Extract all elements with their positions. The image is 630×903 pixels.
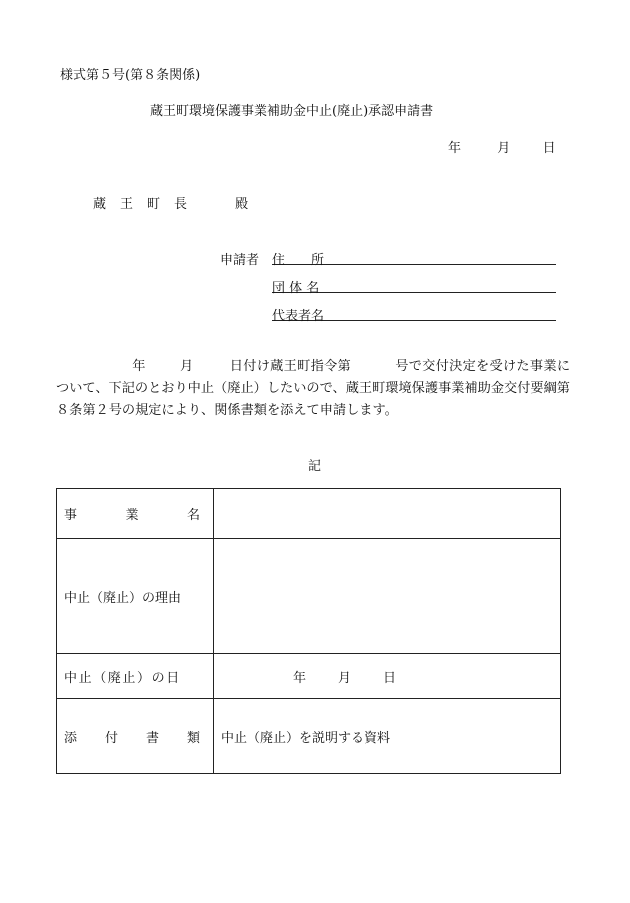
address-label: 住 所	[272, 253, 325, 268]
body-text: 事業について、下記のとおり中止（廃止）したいので、蔵王町環境保護事業補助金交付要綱第８条第２号の規定により、関係書類を添えて申請します。	[56, 359, 571, 418]
label-char: 類	[186, 730, 200, 746]
addressee-honorific: 殿	[235, 197, 249, 212]
label-char: 業	[125, 508, 139, 523]
label-stop-date-text: 中止（廃止）の日	[64, 670, 181, 686]
label-reason-text: 中止（廃止）の理由	[64, 590, 182, 606]
stop-date-year: 年	[293, 670, 307, 686]
label-char: 付	[104, 730, 118, 746]
representative-field[interactable]	[272, 305, 556, 324]
attachments-cell[interactable]: 中止（廃止）を説明する資料	[214, 699, 561, 774]
details-table	[56, 488, 561, 774]
date-day: 日	[542, 141, 556, 156]
label-attachments	[57, 699, 214, 774]
label-project-name	[57, 489, 214, 539]
stop-date-month: 月	[338, 670, 352, 686]
ki-marker: 記	[308, 459, 322, 474]
label-char: 添	[64, 730, 78, 746]
label-char: 事	[64, 508, 78, 523]
stop-date-cell[interactable]	[214, 654, 561, 699]
addressee-char: 王	[120, 197, 134, 212]
table-row	[57, 489, 561, 539]
addressee-char: 蔵	[93, 197, 107, 212]
project-name-cell[interactable]	[214, 489, 561, 539]
table-row	[57, 654, 561, 699]
body-day-ref: 日付け蔵王町指令第	[229, 359, 351, 374]
address-field[interactable]	[272, 249, 556, 268]
group-name-label: 団 体 名	[272, 281, 320, 296]
addressee-char: 長	[174, 197, 188, 212]
applicant-label: 申請者	[220, 253, 260, 268]
body-month: 月	[179, 359, 194, 374]
label-reason	[57, 539, 214, 654]
table-row	[57, 699, 561, 774]
table-row	[57, 539, 561, 654]
date-month: 月	[497, 141, 511, 156]
date-year: 年	[448, 141, 462, 156]
label-char: 名	[186, 508, 200, 523]
form-number: 様式第５号(第８条関係)	[60, 68, 201, 83]
document-title: 蔵王町環境保護事業補助金中止(廃止)承認申請書	[150, 104, 434, 119]
date-line	[448, 137, 556, 156]
representative-label: 代表者名	[272, 309, 325, 324]
label-char: 書	[145, 730, 159, 746]
addressee	[93, 193, 248, 212]
label-stop-date	[57, 654, 214, 699]
body-num-ref: 号で交付決定を受けた	[394, 359, 530, 374]
reason-cell[interactable]	[214, 539, 561, 654]
stop-date-day: 日	[383, 670, 397, 686]
body-paragraph	[56, 356, 570, 422]
group-name-field[interactable]	[272, 277, 556, 296]
body-year: 年	[132, 359, 146, 374]
addressee-char: 町	[147, 197, 161, 212]
